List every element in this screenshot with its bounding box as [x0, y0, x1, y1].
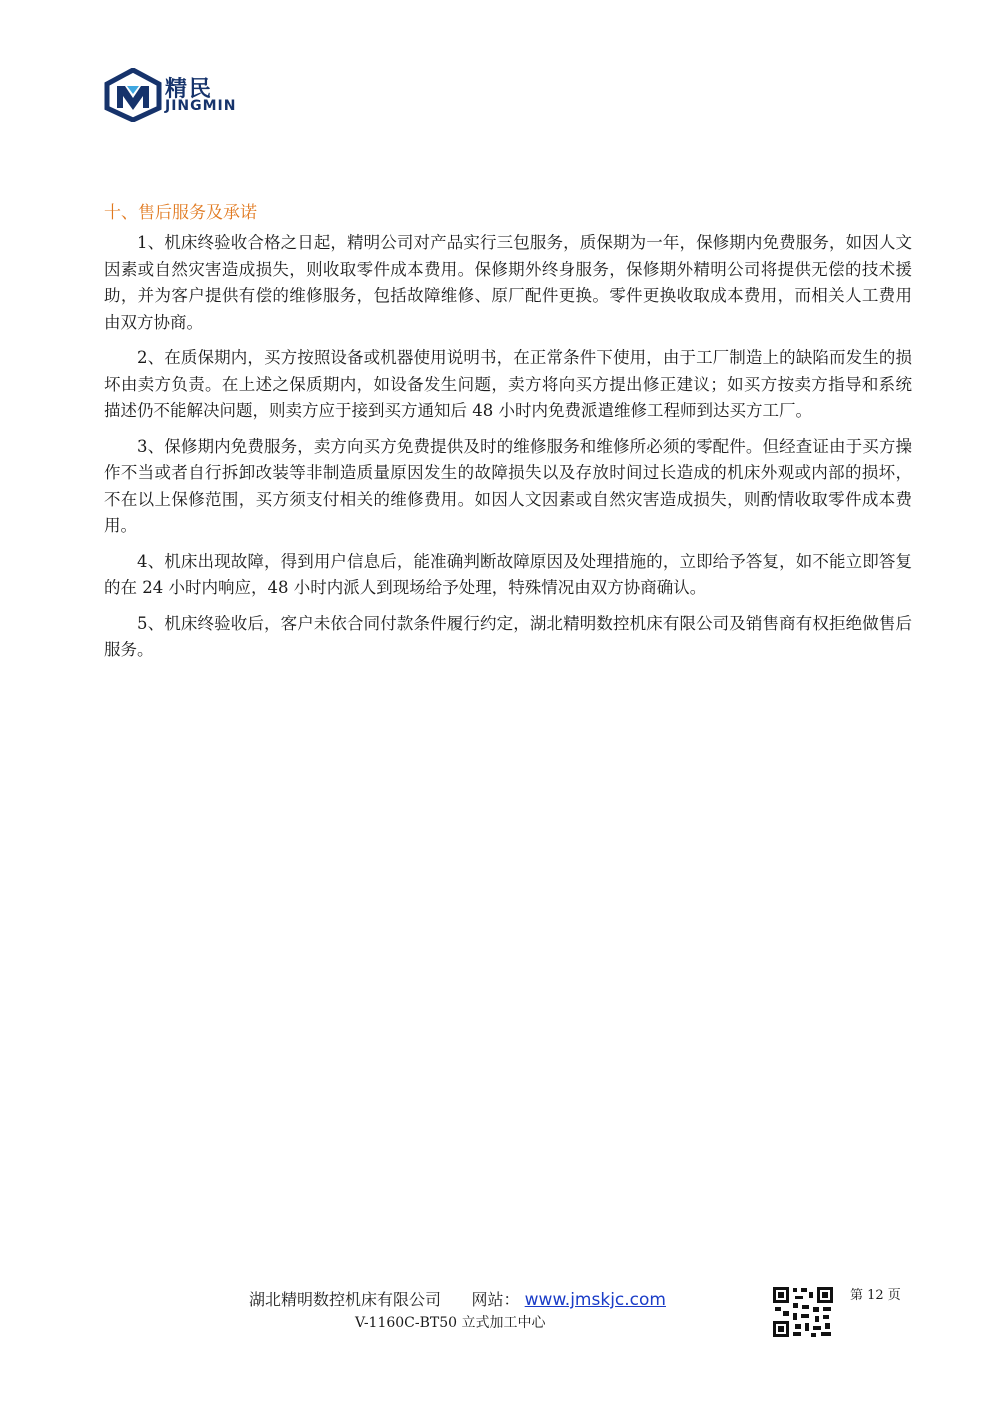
footer-website-link[interactable]: www.jmskjc.com [524, 1290, 666, 1310]
paragraph-3: 3、保修期内免费服务，卖方向买方免费提供及时的维修服务和维修所必须的零配件。但经查证由于买方操作不当或者自行拆卸改装等非制造质量原因发生的故障损失以及存放时间过长造成的机床外观或内部的损坏，不在以上保修范围，买方须支付相关的维修费用。如因人文因素或自然灾害造成损失，则酌情收取零件成本费用。 [104, 436, 912, 535]
jingmin-logo-icon [103, 68, 163, 122]
paragraph-5: 5、机床终验收后，客户未依合同付款条件履行约定，湖北精明数控机床有限公司及销售商有权拒绝做售后服务。 [104, 613, 912, 659]
logo-text-cn: 精民 [165, 77, 214, 102]
paragraph-1: 1、机床终验收合格之日起，精明公司对产品实行三包服务，质保期为一年，保修期内免费服务，如因人文因素或自然灾害造成损失，则收取零件成本费用。保修期外终身服务，保修期外精明公司将提供无偿的技术援助，并为客户提供有偿的维修服务，包括故障维修、原厂配件更换。零件更换收取成本费用，而相关人工费用由双方协商。 [104, 233, 912, 332]
document-body [104, 200, 912, 673]
logo-text-en: JINGMIN [165, 98, 237, 114]
paragraph-2: 2、在质保期内，买方按照设备或机器使用说明书，在正常条件下使用，由于工厂制造上的缺陷而发生的损坏由卖方负责。在上述之保质期内，如设备发生问题，卖方将向买方提出修正建议；如买方按卖方指导和系统描述仍不能解决问题，则卖方应于接到买方通知后 48 小时内免费派遣维修工程师到达买方工厂。 [104, 348, 912, 420]
footer-website-label: 网站： [471, 1290, 520, 1309]
footer-company-name: 湖北精明数控机床有限公司 [249, 1290, 442, 1309]
section-title: 十、售后服务及承诺 [104, 203, 257, 223]
company-logo [103, 68, 263, 122]
paragraph-4: 4、机床出现故障，得到用户信息后，能准确判断故障原因及处理措施的，立即给予答复，如不能立即答复的在 24 小时内响应，48 小时内派人到现场给予处理，特殊情况由双方协商确认。 [104, 551, 912, 597]
footer-company-line [249, 1287, 666, 1310]
qr-code-icon [771, 1285, 835, 1339]
footer-model: V-1160C-BT50 立式加工中心 [355, 1315, 546, 1331]
page-number: 第 12 页 [850, 1288, 901, 1303]
